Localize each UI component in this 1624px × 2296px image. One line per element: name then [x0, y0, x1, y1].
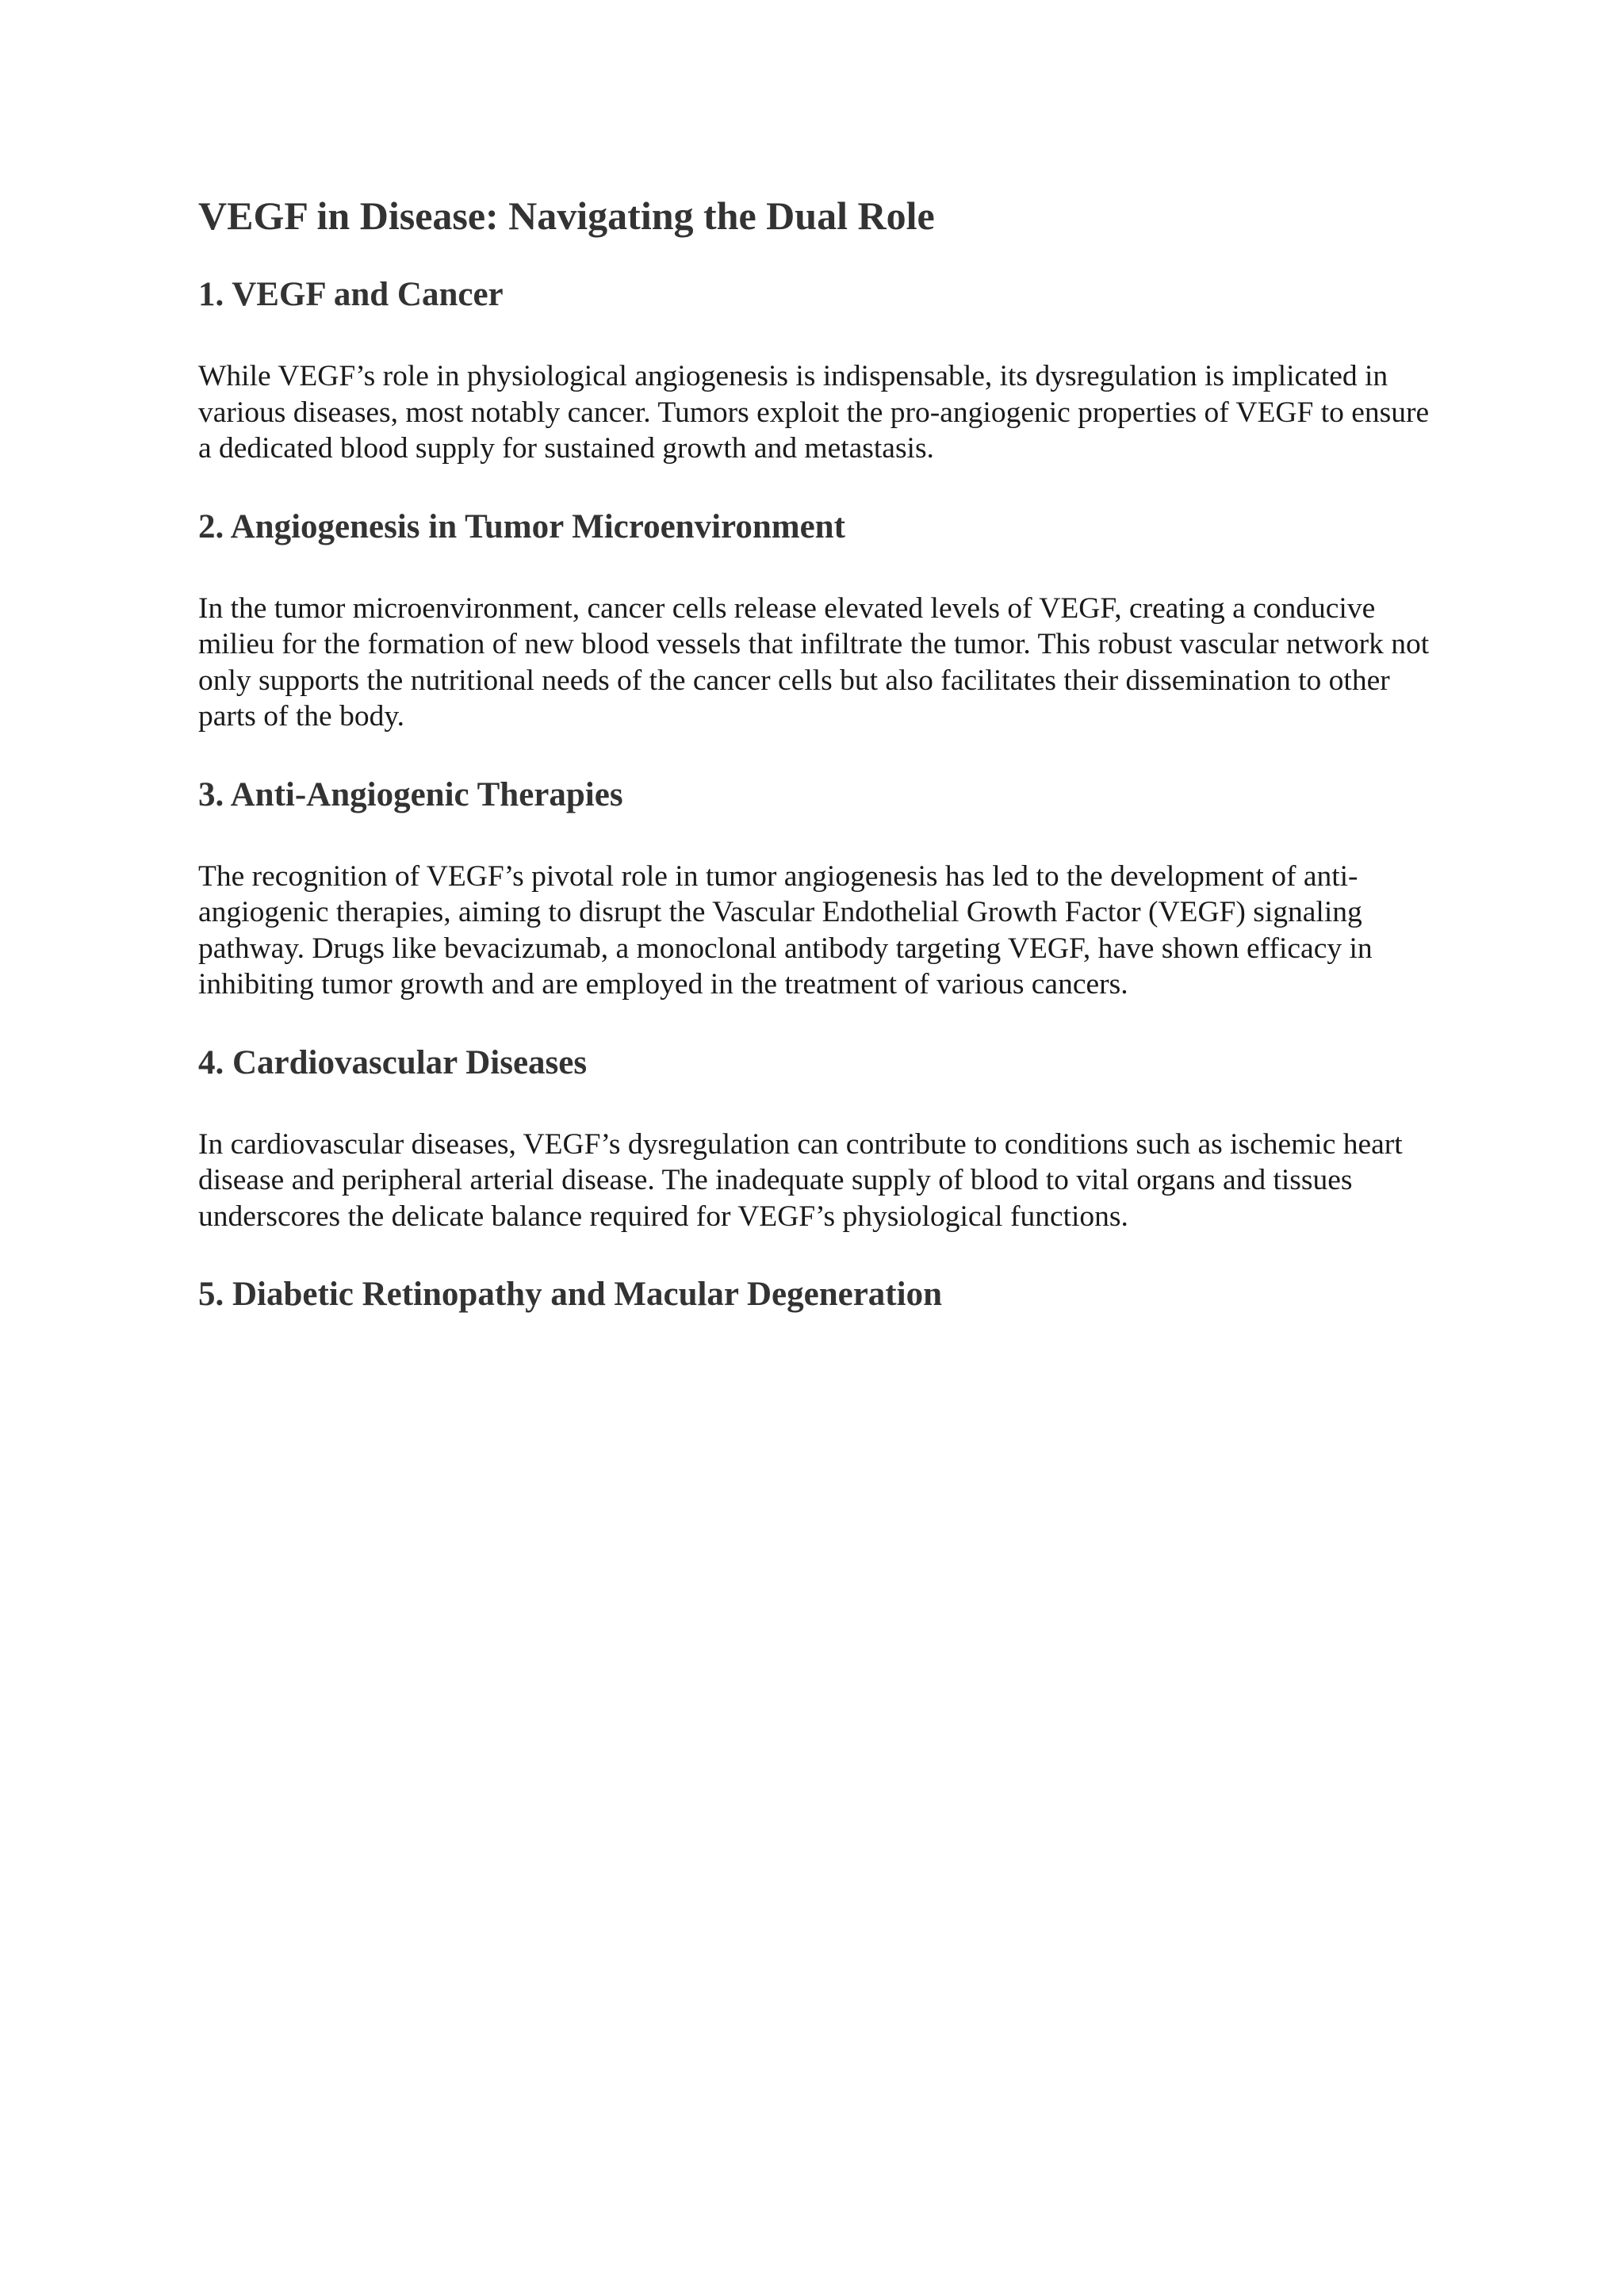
- section-tumor-microenvironment: [198, 505, 1443, 735]
- section-paragraph: The recognition of VEGF’s pivotal role in tumor angiogenesis has led to the development of anti-angiogenic therapies, aiming to disrupt the Vascular Endothelial Growth Factor (VEGF) signaling pathway. Drugs like bevacizumab, a monoclonal antibody targeting VEGF, have shown efficacy in inhibiting tumor growth and are employed in the treatment of various cancers.: [198, 859, 1373, 1001]
- section-heading: 4. Cardiovascular Diseases: [198, 1043, 588, 1081]
- section-heading: 5. Diabetic Retinopathy and Macular Degeneration: [198, 1276, 942, 1313]
- section-heading: 3. Anti-Angiogenic Therapies: [198, 775, 623, 813]
- section-diabetic-retinopathy: [198, 1272, 1443, 1317]
- document-title: VEGF in Disease: Navigating the Dual Role: [198, 193, 935, 238]
- section-paragraph: In cardiovascular diseases, VEGF’s dysregulation can contribute to conditions such as ischemic heart disease and peripheral arterial disease. The inadequate supply of blood to vital organs and tissues underscores the delicate balance required for VEGF’s physiological functions.: [198, 1127, 1403, 1233]
- section-heading: 1. VEGF and Cancer: [198, 276, 504, 313]
- section-paragraph: In the tumor microenvironment, cancer cells release elevated levels of VEGF, creating a conducive milieu for the formation of new blood vessels that infiltrate the tumor. This robust vascular network not only supports the nutritional needs of the cancer cells but also facilitates their dissemination to other parts of the body.: [198, 591, 1430, 733]
- section-paragraph: While VEGF’s role in physiological angiogenesis is indispensable, its dysregulation is implicated in various diseases, most notably cancer. Tumors exploit the pro-angiogenic properties of VEGF to ensure a dedicated blood supply for sustained growth and metastasis.: [198, 360, 1430, 465]
- section-vegf-and-cancer: [198, 273, 1443, 467]
- document-content: [198, 190, 1443, 1317]
- section-cardiovascular-diseases: [198, 1041, 1443, 1235]
- section-anti-angiogenic-therapies: [198, 773, 1443, 1003]
- section-heading: 2. Angiogenesis in Tumor Microenvironment: [198, 507, 845, 545]
